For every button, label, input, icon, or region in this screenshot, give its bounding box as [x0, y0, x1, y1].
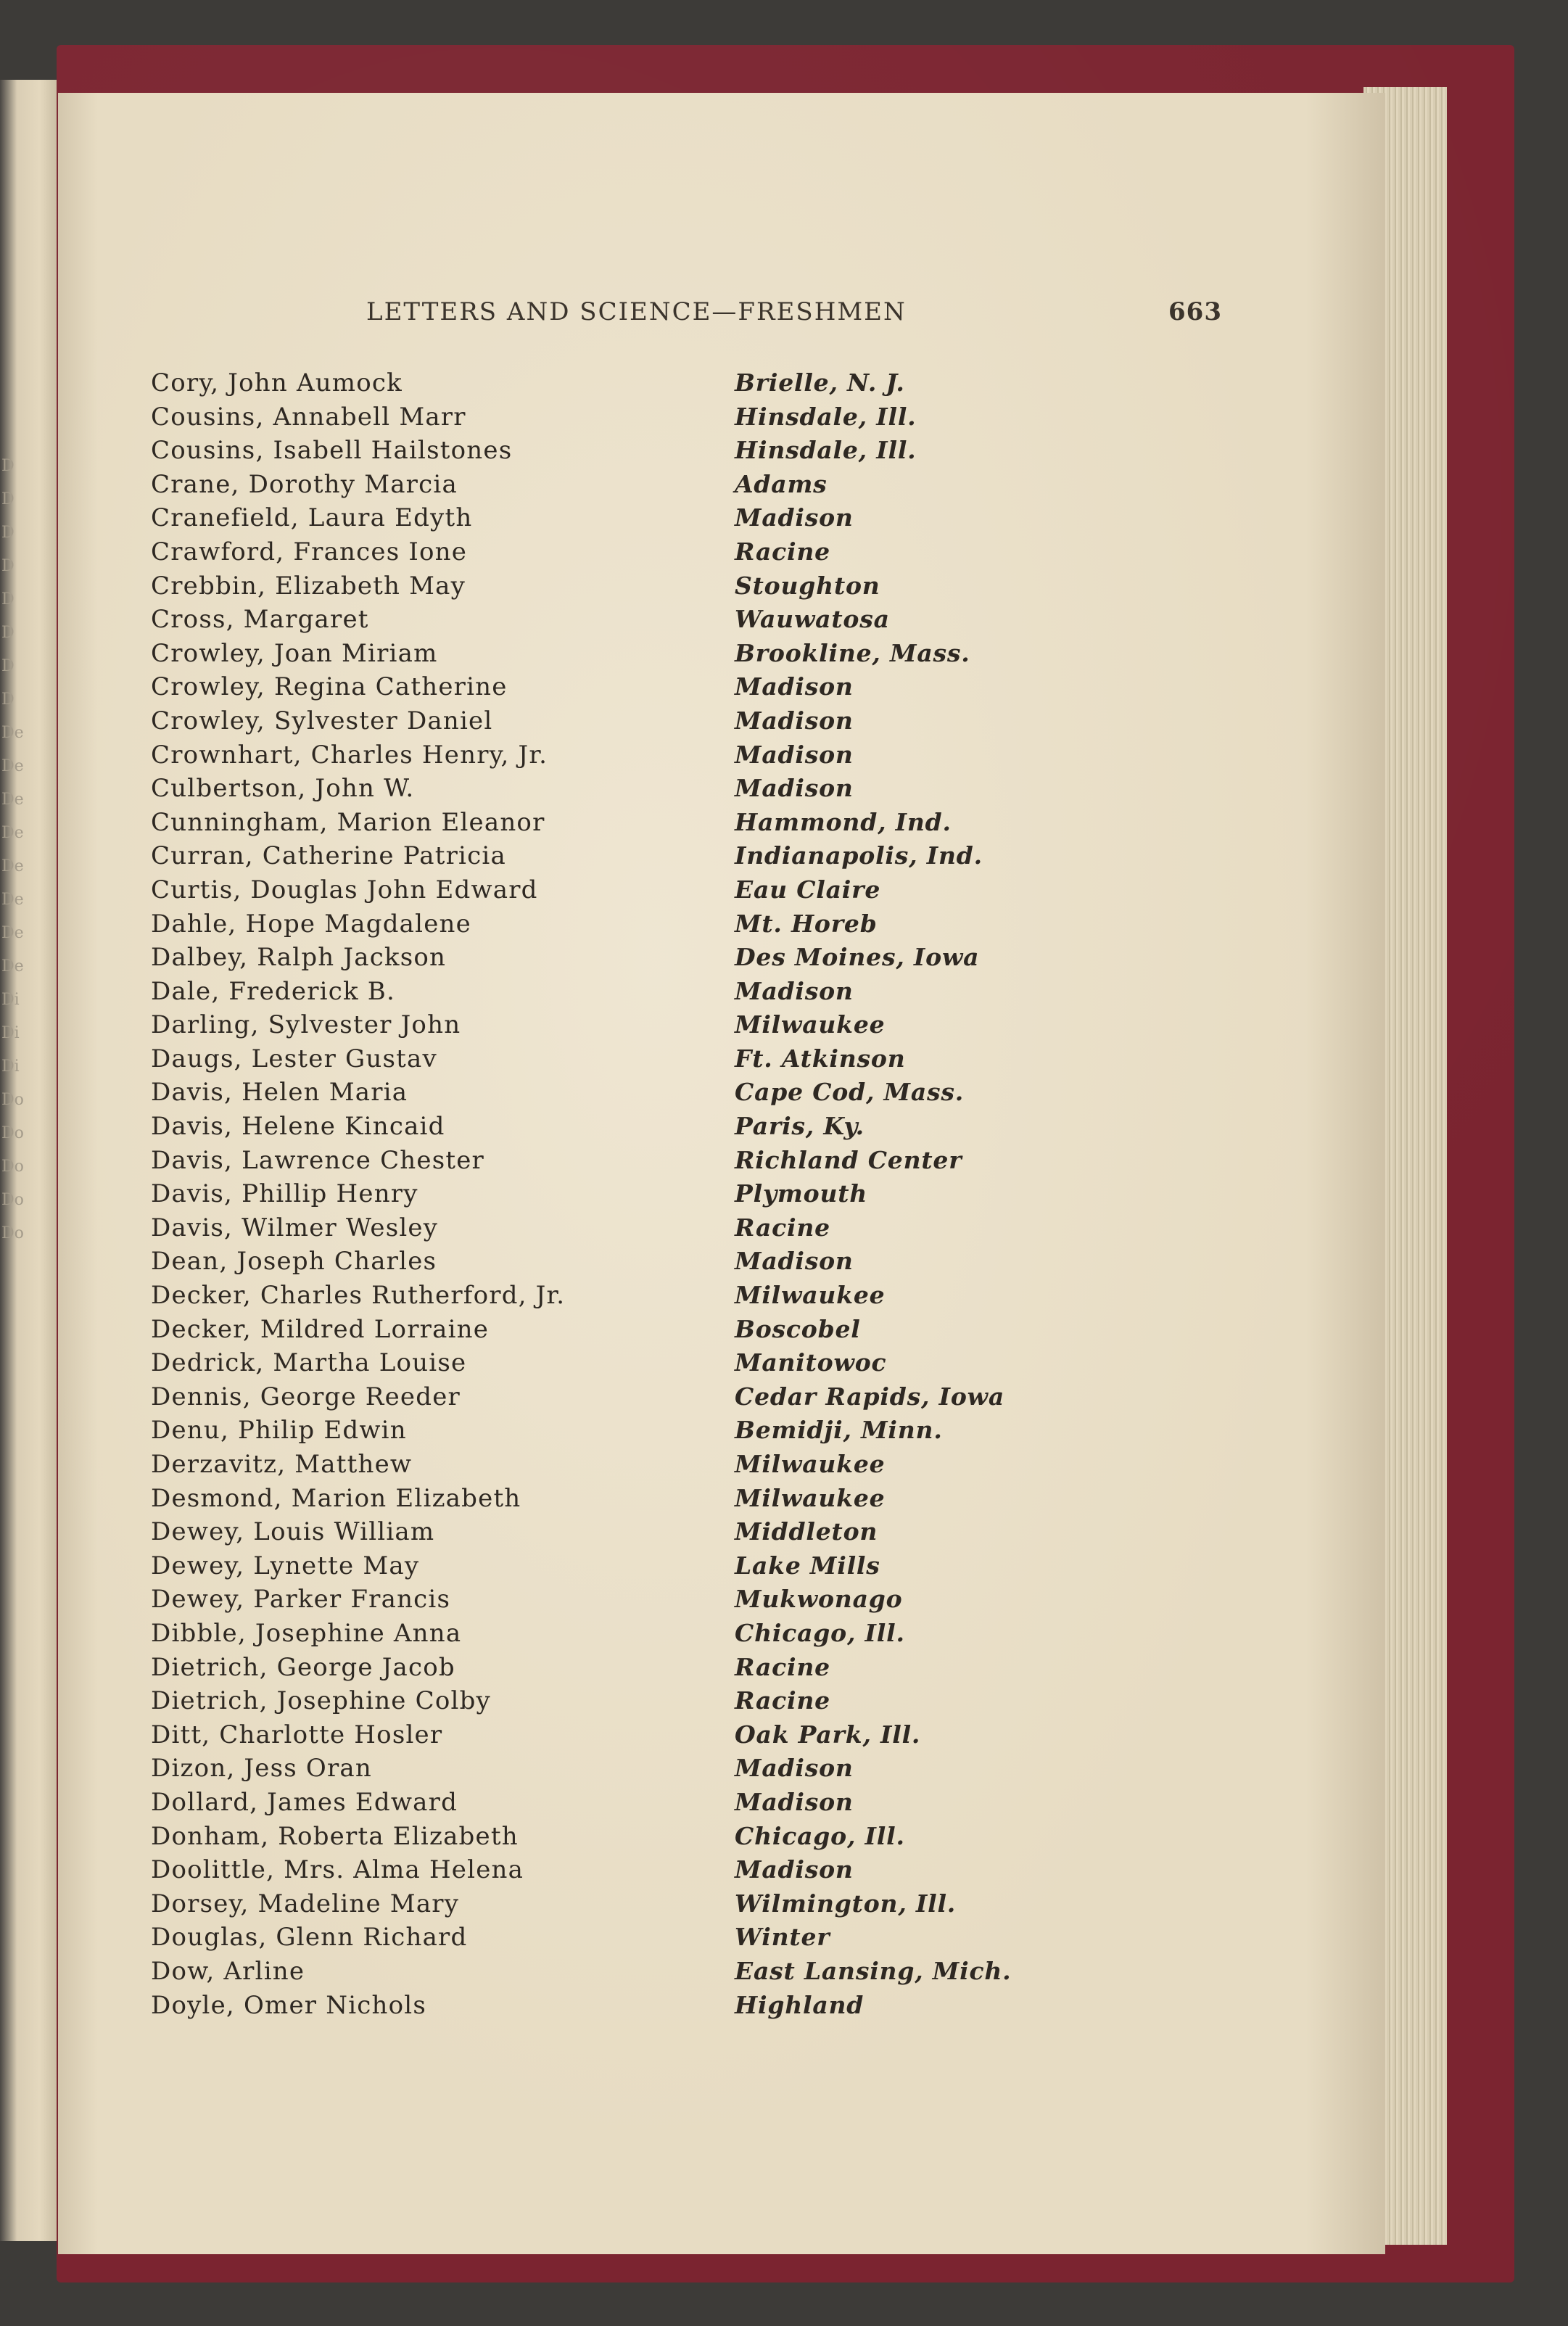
student-name: Decker, Charles Rutherford, Jr. [151, 1281, 566, 1311]
list-item [151, 1010, 1065, 1044]
student-name: Davis, Wilmer Wesley [151, 1213, 439, 1242]
student-name: Cranefield, Laura Edyth [151, 503, 473, 533]
student-name: Dizon, Jess Oran [151, 1754, 372, 1783]
running-header [366, 297, 1222, 329]
student-hometown: Plymouth [735, 1179, 868, 1208]
student-name: Dietrich, George Jacob [151, 1652, 455, 1682]
student-hometown: Madison [735, 1787, 854, 1816]
list-item [151, 470, 1065, 504]
student-hometown: Cape Cod, Mass. [735, 1078, 965, 1107]
student-name: Cousins, Isabell Hailstones [151, 436, 513, 466]
student-name: Dennis, George Reeder [151, 1382, 461, 1411]
facing-page-letters [0, 457, 57, 1258]
facing-page-letter: D [1, 590, 15, 609]
student-hometown: Cedar Rapids, Iowa [735, 1382, 1005, 1411]
list-item [151, 1247, 1065, 1281]
student-name: Dibble, Josephine Anna [151, 1618, 462, 1648]
student-name: Dale, Frederick B. [151, 976, 395, 1006]
student-name: Crownhart, Charles Henry, Jr. [151, 740, 548, 770]
student-hometown: Milwaukee [735, 1450, 886, 1478]
student-name: Curran, Catherine Patricia [151, 841, 506, 871]
student-hometown: Milwaukee [735, 1483, 886, 1512]
student-hometown: Madison [735, 976, 854, 1005]
student-name: Dollard, James Edward [151, 1787, 458, 1817]
student-name: Dewey, Parker Francis [151, 1585, 451, 1614]
facing-page-letter: De [1, 757, 24, 775]
student-hometown: Madison [735, 774, 854, 803]
student-hometown: Milwaukee [735, 1281, 886, 1310]
student-name: Crowley, Joan Miriam [151, 638, 438, 668]
facing-page-edge [0, 80, 57, 2241]
facing-page-letter: D [1, 457, 15, 475]
student-name: Cunningham, Marion Eleanor [151, 807, 545, 837]
facing-page-letter: D [1, 690, 15, 709]
student-name: Crowley, Regina Catherine [151, 672, 508, 702]
student-hometown: Wauwatosa [735, 605, 890, 634]
student-name: Dewey, Louis William [151, 1517, 435, 1547]
facing-page-letter: De [1, 924, 24, 942]
list-item [151, 1179, 1065, 1213]
student-name: Dietrich, Josephine Colby [151, 1686, 491, 1716]
list-item [151, 1517, 1065, 1551]
student-hometown: Madison [735, 1247, 854, 1276]
list-item [151, 1382, 1065, 1416]
student-name: Dedrick, Martha Louise [151, 1348, 467, 1378]
facing-page-letter: De [1, 724, 24, 742]
student-name: Doolittle, Mrs. Alma Helena [151, 1855, 524, 1885]
student-name: Crowley, Sylvester Daniel [151, 706, 493, 735]
student-hometown: Hinsdale, Ill. [735, 436, 917, 465]
student-name: Derzavitz, Matthew [151, 1450, 413, 1479]
student-hometown: Oak Park, Ill. [735, 1720, 921, 1749]
list-item [151, 1653, 1065, 1687]
student-hometown: Madison [735, 503, 854, 532]
list-item [151, 1889, 1065, 1923]
list-item [151, 1213, 1065, 1247]
list-item [151, 1484, 1065, 1518]
student-hometown: Boscobel [735, 1314, 861, 1343]
list-item [151, 403, 1065, 437]
list-item [151, 672, 1065, 706]
list-item [151, 1348, 1065, 1382]
list-item [151, 1585, 1065, 1619]
student-hometown: Racine [735, 1213, 830, 1242]
student-hometown: Madison [735, 740, 854, 769]
student-name: Douglas, Glenn Richard [151, 1923, 468, 1952]
student-name: Denu, Philip Edwin [151, 1416, 407, 1445]
student-hometown: Manitowoc [735, 1348, 887, 1377]
list-item [151, 741, 1065, 775]
facing-page-letter: Di [1, 991, 20, 1009]
list-item [151, 1315, 1065, 1349]
student-name: Doyle, Omer Nichols [151, 1990, 426, 2020]
list-item [151, 1450, 1065, 1484]
facing-page-letter: De [1, 791, 24, 809]
list-item [151, 977, 1065, 1011]
header-title: LETTERS AND SCIENCE—FRESHMEN [366, 297, 907, 326]
student-name: Dow, Arline [151, 1956, 305, 1986]
student-hometown: Brielle, N. J. [735, 368, 905, 397]
student-hometown: Middleton [735, 1517, 878, 1546]
student-name: Davis, Phillip Henry [151, 1179, 418, 1209]
student-hometown: Hammond, Ind. [735, 807, 952, 836]
student-hometown: Madison [735, 706, 854, 735]
list-item [151, 1720, 1065, 1754]
student-name: Donham, Roberta Elizabeth [151, 1821, 519, 1851]
list-item [151, 943, 1065, 977]
student-hometown: Des Moines, Iowa [735, 943, 980, 972]
list-item [151, 1044, 1065, 1079]
facing-page-letter: De [1, 957, 24, 976]
list-item [151, 808, 1065, 842]
list-item [151, 1112, 1065, 1146]
facing-page-letter: Do [1, 1091, 24, 1109]
student-hometown: Stoughton [735, 571, 880, 600]
list-item [151, 1957, 1065, 1991]
facing-page-letter: De [1, 857, 24, 875]
student-name: Cory, John Aumock [151, 368, 403, 397]
student-name: Dahle, Hope Magdalene [151, 909, 471, 939]
student-hometown: Paris, Ky. [735, 1112, 865, 1141]
student-name: Crane, Dorothy Marcia [151, 469, 458, 499]
student-name: Crebbin, Elizabeth May [151, 571, 466, 601]
student-name: Dean, Joseph Charles [151, 1247, 437, 1277]
student-name: Decker, Mildred Lorraine [151, 1314, 490, 1344]
student-hometown: East Lansing, Mich. [735, 1956, 1012, 1985]
student-hometown: Chicago, Ill. [735, 1821, 905, 1850]
student-name: Culbertson, John W. [151, 774, 415, 804]
student-name: Davis, Lawrence Chester [151, 1145, 484, 1175]
list-item [151, 572, 1065, 606]
list-item [151, 875, 1065, 910]
student-name: Daugs, Lester Gustav [151, 1044, 437, 1073]
student-hometown: Eau Claire [735, 875, 881, 904]
list-item [151, 841, 1065, 875]
student-hometown: Lake Mills [735, 1551, 880, 1580]
list-item [151, 1078, 1065, 1112]
list-item [151, 1923, 1065, 1957]
facing-page-letter: D [1, 557, 15, 575]
list-item [151, 639, 1065, 673]
facing-page-letter: D [1, 524, 15, 542]
student-hometown: Racine [735, 537, 830, 566]
list-item [151, 1281, 1065, 1315]
list-item [151, 1619, 1065, 1653]
facing-page-letter: Do [1, 1158, 24, 1176]
list-item [151, 774, 1065, 808]
facing-page-letter: D [1, 624, 15, 642]
list-item [151, 503, 1065, 537]
list-item [151, 537, 1065, 572]
facing-page-letter: Di [1, 1024, 20, 1042]
facing-page-letter: Do [1, 1224, 24, 1242]
student-hometown: Racine [735, 1686, 830, 1715]
list-item [151, 1788, 1065, 1822]
student-name: Crawford, Frances Ione [151, 537, 468, 566]
student-name: Ditt, Charlotte Hosler [151, 1720, 443, 1749]
student-name: Davis, Helen Maria [151, 1078, 408, 1108]
facing-page-letter: De [1, 824, 24, 842]
list-item [151, 368, 1065, 403]
student-hometown: Milwaukee [735, 1010, 886, 1039]
student-hometown: Mt. Horeb [735, 909, 878, 938]
student-list [151, 368, 1065, 2024]
student-hometown: Wilmington, Ill. [735, 1889, 957, 1918]
student-hometown: Adams [735, 469, 828, 498]
student-hometown: Racine [735, 1652, 830, 1681]
list-item [151, 1686, 1065, 1720]
student-hometown: Winter [735, 1923, 830, 1952]
list-item [151, 1822, 1065, 1856]
list-item [151, 1416, 1065, 1450]
facing-page-letter: Do [1, 1191, 24, 1209]
student-hometown: Madison [735, 1855, 854, 1884]
student-hometown: Ft. Atkinson [735, 1044, 906, 1073]
student-hometown: Hinsdale, Ill. [735, 402, 917, 431]
student-hometown: Mukwonago [735, 1585, 903, 1614]
list-item [151, 706, 1065, 741]
student-hometown: Bemidji, Minn. [735, 1416, 943, 1445]
student-hometown: Brookline, Mass. [735, 638, 970, 667]
list-item [151, 1991, 1065, 2025]
student-name: Dewey, Lynette May [151, 1551, 420, 1580]
list-item [151, 1146, 1065, 1180]
student-name: Davis, Helene Kincaid [151, 1112, 445, 1142]
student-hometown: Madison [735, 672, 854, 701]
student-name: Darling, Sylvester John [151, 1010, 461, 1040]
student-hometown: Madison [735, 1754, 854, 1783]
student-name: Dorsey, Madeline Mary [151, 1889, 460, 1918]
student-name: Cross, Margaret [151, 605, 369, 635]
facing-page-letter: Do [1, 1124, 24, 1142]
student-name: Cousins, Annabell Marr [151, 402, 466, 432]
facing-page-letter: D [1, 490, 15, 508]
student-hometown: Indianapolis, Ind. [735, 841, 983, 870]
list-item [151, 436, 1065, 470]
list-item [151, 1551, 1065, 1585]
student-name: Curtis, Douglas John Edward [151, 875, 538, 904]
student-hometown: Highland [735, 1990, 865, 2019]
student-name: Dalbey, Ralph Jackson [151, 943, 447, 973]
list-item [151, 910, 1065, 944]
facing-page-letter: Di [1, 1057, 20, 1076]
page-number: 663 [1168, 297, 1222, 326]
list-item [151, 605, 1065, 639]
student-hometown: Richland Center [735, 1145, 962, 1174]
list-item [151, 1855, 1065, 1889]
list-item [151, 1754, 1065, 1788]
facing-page-letter: D [1, 657, 15, 675]
facing-page-letter: De [1, 891, 24, 909]
student-name: Desmond, Marion Elizabeth [151, 1483, 521, 1513]
student-hometown: Chicago, Ill. [735, 1618, 905, 1647]
